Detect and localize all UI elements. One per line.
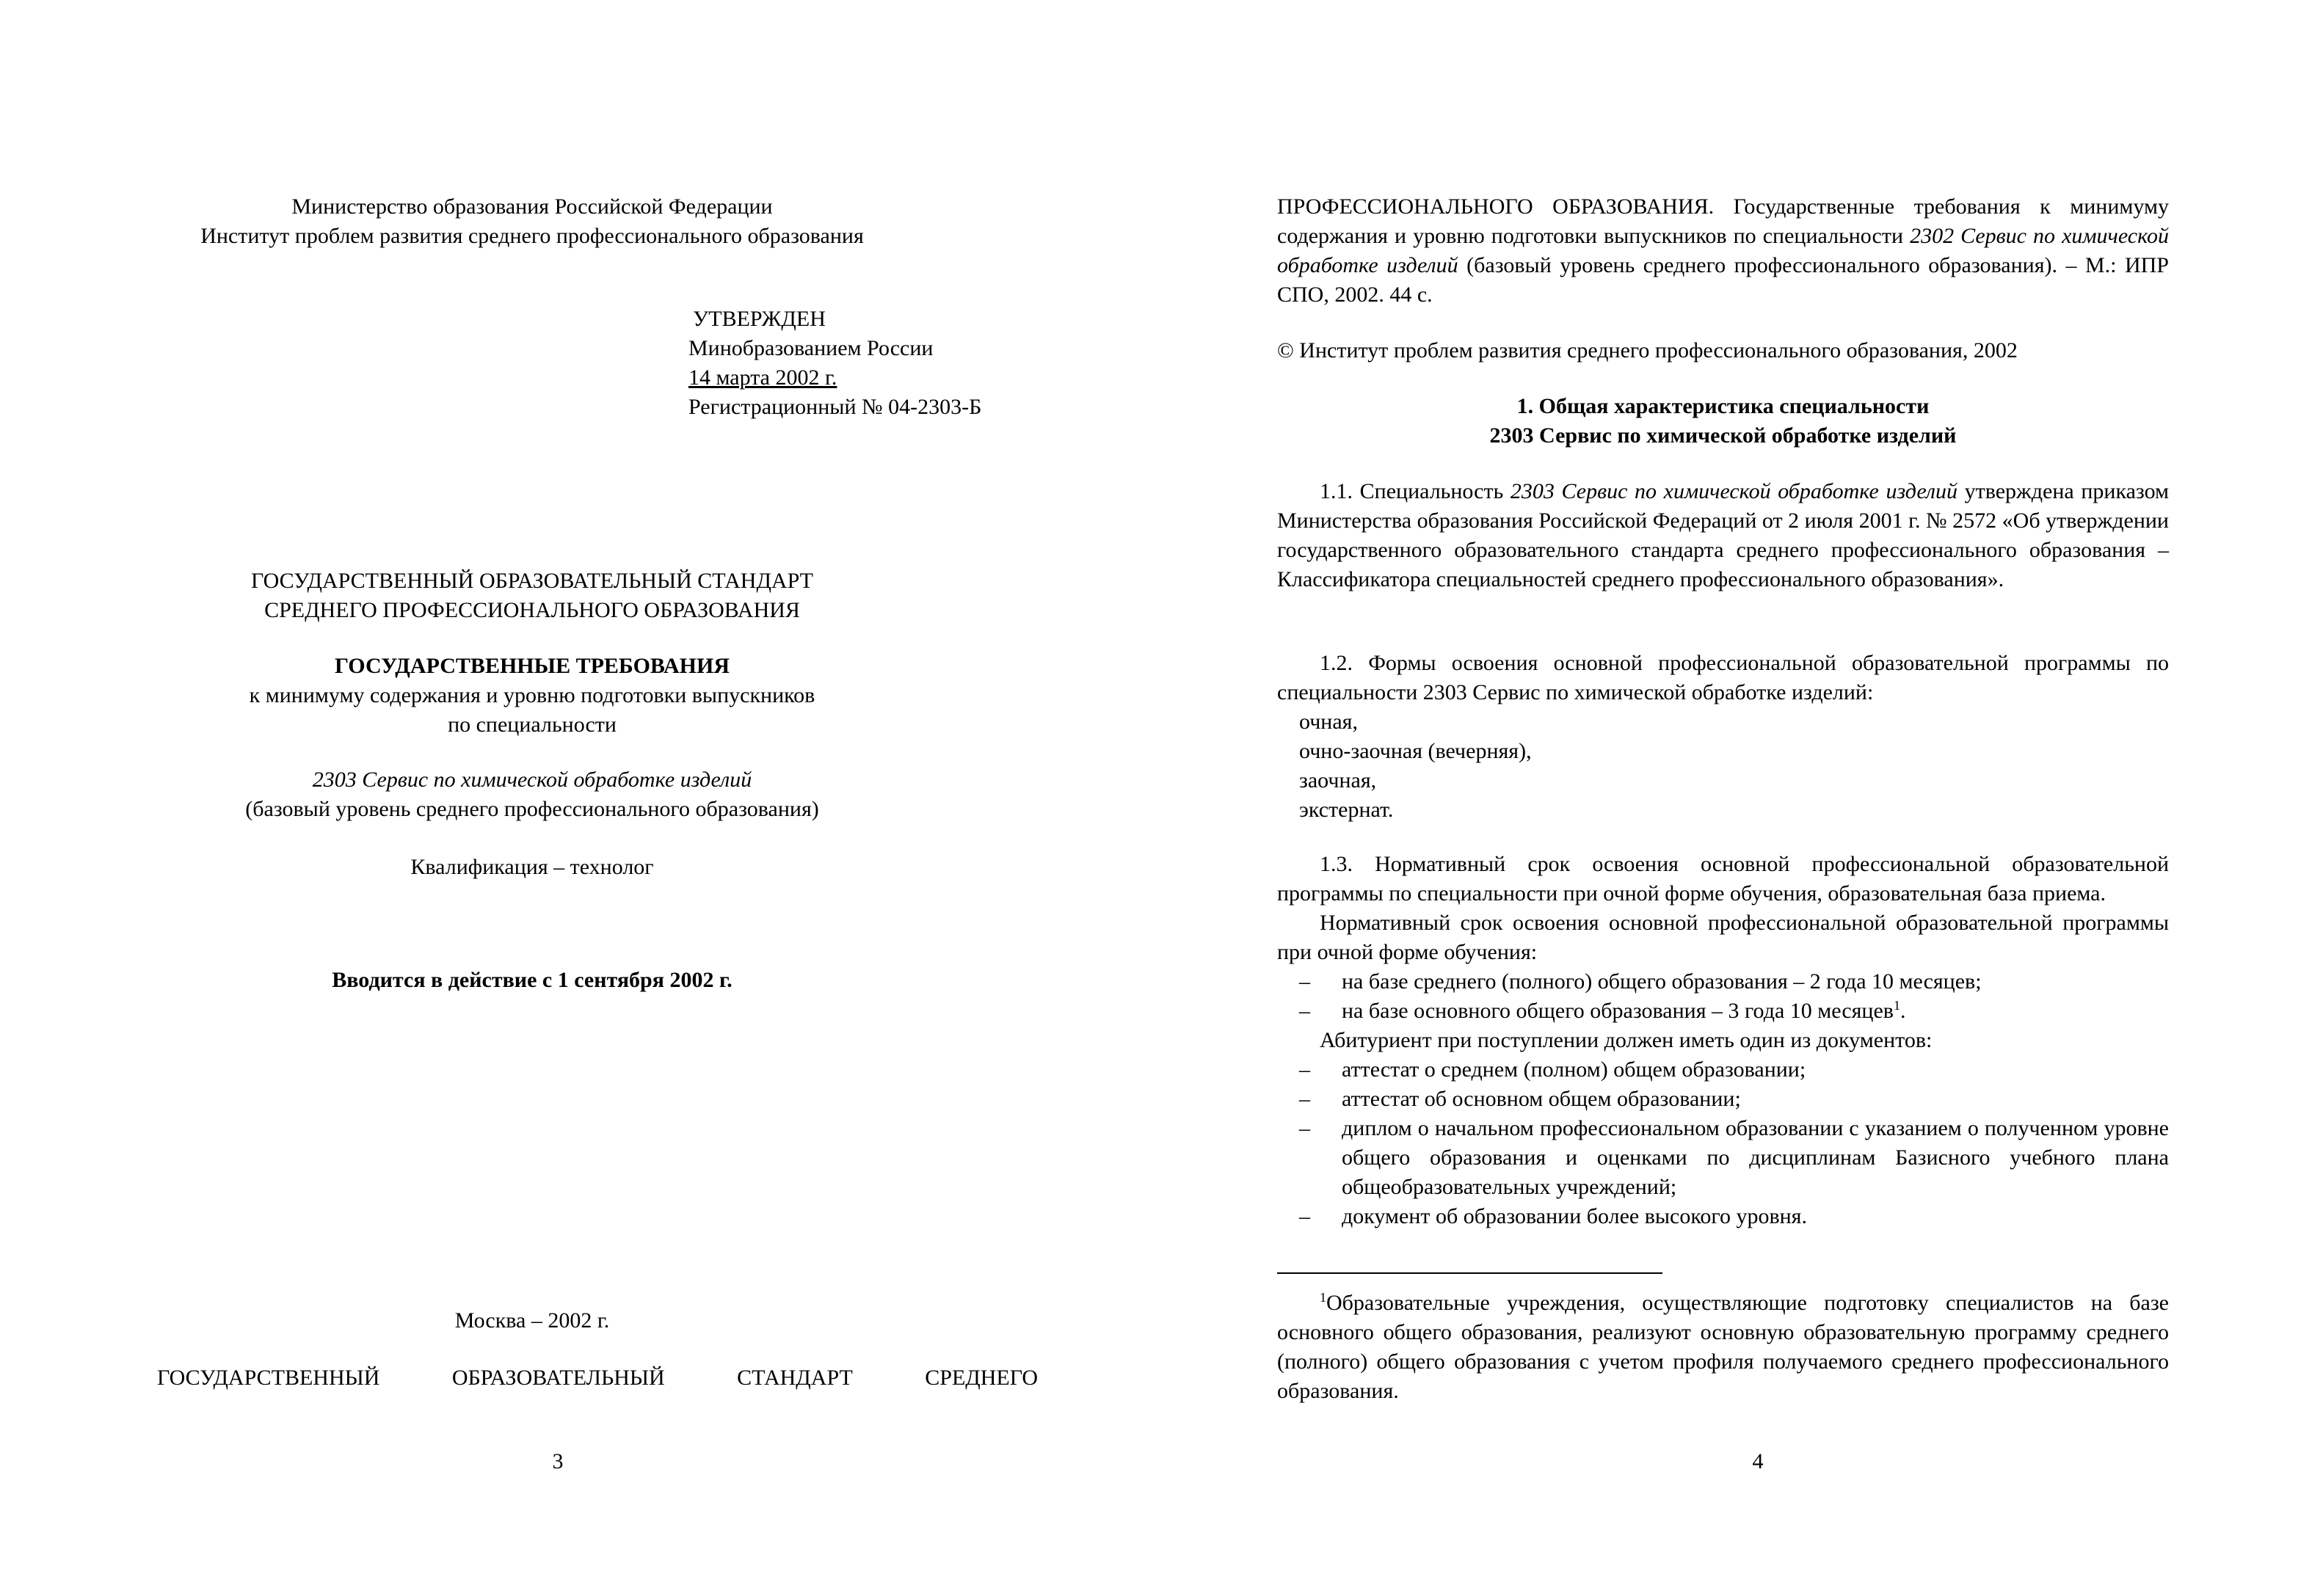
study-form: заочная, bbox=[1299, 768, 1377, 792]
standard-title-line2: СРЕДНЕГО ПРОФЕССИОНАЛЬНОГО ОБРАЗОВАНИЯ bbox=[264, 598, 800, 622]
institute-name: Институт проблем развития среднего профессионального образования bbox=[200, 224, 864, 248]
ministry-header bbox=[117, 192, 947, 251]
paragraph-1-3-text2: Нормативный срок освоения основной профессиональной образовательной программы при очной форме обучения: bbox=[1277, 911, 2169, 964]
study-form: экстернат. bbox=[1299, 798, 1394, 822]
standard-title-line1: ГОСУДАРСТВЕННЫЙ ОБРАЗОВАТЕЛЬНЫЙ СТАНДАРТ bbox=[251, 569, 813, 593]
requirements-line1: к минимуму содержания и уровню подготовки выпускников bbox=[249, 683, 815, 707]
ministry-name: Министерство образования Российской Федерации bbox=[291, 194, 773, 219]
standard-title bbox=[147, 566, 917, 625]
running-word: ОБРАЗОВАТЕЛЬНЫЙ bbox=[451, 1366, 665, 1390]
running-word: СТАНДАРТ bbox=[737, 1366, 853, 1390]
paragraph-1-2-text: 1.2. Формы освоения основной профессиональной образовательной программы по специальности 2303 Сервис по химической обработке изделий: bbox=[1277, 651, 2169, 704]
qualification: Квалификация – технолог bbox=[410, 855, 654, 879]
study-term-item: – на базе основного общего образования – 3 года 10 месяцев$^1$. bbox=[1299, 998, 1906, 1023]
study-form: очно-заочная (вечерняя), bbox=[1299, 739, 1532, 763]
city-year: Москва – 2002 г. bbox=[454, 1308, 610, 1333]
footnote-separator bbox=[1277, 1272, 1662, 1274]
paragraph-1-1: 1.1. Специальность 2303 Сервис по химической обработке изделий утверждена приказом Министерства образования Российской Федераций от 2 июля 2001 г. № 2572 «Об утверждении государственного образовательного стандарта среднего профессионального образования – Классификатора специальностей среднего профессионального образования». bbox=[1277, 479, 2169, 591]
page-number-right: 4 bbox=[1752, 1449, 1764, 1473]
paragraph-1-2 bbox=[1277, 649, 2169, 825]
section-title-line2: 2303 Сервис по химической обработке изделий bbox=[1489, 423, 1957, 448]
approval-title: УТВЕРЖДЕН bbox=[693, 307, 826, 331]
specialty-level: (базовый уровень среднего профессионального образования) bbox=[245, 797, 819, 821]
running-header-line bbox=[157, 1363, 1038, 1393]
footnote: $^1$Образовательные учреждения, осуществляющие подготовку специалистов на базе основного общего образования, реализуют основную образовательную программу среднего (полного) общего образования с учетом профиля получаемого среднего профессионального образования. bbox=[1277, 1290, 2169, 1403]
document-item: – аттестат о среднем (полном) общем образовании; bbox=[1299, 1057, 1806, 1082]
document-item: – диплом о начальном профессиональном образовании с указанием о полученном уровне общего образования и оценками по дисциплинам Базисного учебного плана общеобразовательных учреждений; bbox=[1299, 1116, 2169, 1199]
right-page bbox=[1156, 0, 2312, 1596]
running-word: СРЕДНЕГО bbox=[925, 1366, 1038, 1390]
study-form: очная, bbox=[1299, 710, 1358, 734]
document-item: – документ об образовании более высокого уровня. bbox=[1299, 1204, 1807, 1228]
footnote-mark: 1 bbox=[1320, 1290, 1326, 1305]
section-title-line1: 1. Общая характеристика специальности bbox=[1516, 394, 1930, 418]
requirements-title: ГОСУДАРСТВЕННЫЕ ТРЕБОВАНИЯ bbox=[334, 654, 730, 678]
specialty-block bbox=[147, 765, 917, 824]
requirements-line2: по специальности bbox=[448, 713, 617, 737]
study-term-item: – на базе среднего (полного) общего образования – 2 года 10 месяцев; bbox=[1299, 969, 1982, 994]
approval-date: 14 марта 2002 г. bbox=[688, 365, 837, 390]
document-item: – аттестат об основном общем образовании; bbox=[1299, 1087, 1741, 1111]
section-1-title bbox=[1277, 392, 2169, 451]
effective-date: Вводится в действие с 1 сентября 2002 г. bbox=[332, 968, 733, 992]
specialty-name: 2303 Сервис по химической обработке изделий bbox=[312, 768, 752, 792]
footnote-ref: 1 bbox=[1893, 998, 1900, 1013]
paragraph-1-3-text: 1.3. Нормативный срок освоения основной профессиональной образовательной программы по специальности при очной форме обучения, образовательная база приема. bbox=[1277, 852, 2169, 906]
continuation-paragraph: ПРОФЕССИОНАЛЬНОГО ОБРАЗОВАНИЯ. Государственные требования к минимуму содержания и уровню подготовки выпускников по специальности 2302 Сервис по химической обработке изделий (базовый уровень среднего профессионального образования). – М.: ИПР СПО, 2002. 44 с. bbox=[1277, 194, 2169, 307]
requirements-block bbox=[147, 652, 917, 740]
copyright-line: © Институт проблем развития среднего профессионального образования, 2002 bbox=[1277, 338, 2018, 362]
registration-number: Регистрационный № 04-2303-Б bbox=[688, 395, 982, 419]
page-number-left: 3 bbox=[552, 1449, 564, 1473]
paragraph-1-3 bbox=[1277, 850, 2169, 1231]
applicant-text: Абитуриент при поступлении должен иметь один из документов: bbox=[1320, 1028, 1933, 1052]
approval-block bbox=[688, 305, 1099, 422]
approval-by: Минобразованием России bbox=[688, 336, 934, 360]
running-word: ГОСУДАРСТВЕННЫЙ bbox=[157, 1366, 380, 1390]
